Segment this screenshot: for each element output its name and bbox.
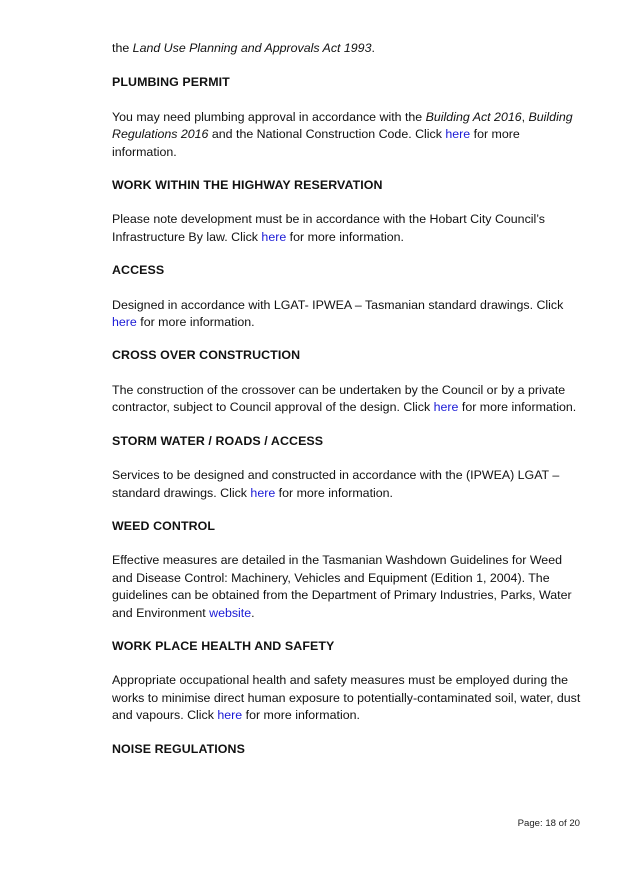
highway-text-2: for more information. [286,229,404,244]
weed-text-1: Effective measures are detailed in the Tasmanian Washdown Guidelines for Weed and Disease Control: Machinery, Vehicles and Equipment (Edition 1, 2004). The guidelines can be obtained from the Department of Primary Industries, Parks, Water and Environment [112,553,572,620]
plumbing-text-4: for more information. [112,127,520,159]
highway-text-1: Please note development must be in accordance with the Hobart City Council’s Infrastructure By law. Click [112,212,545,244]
whs-text-1: Appropriate occupational health and safety measures must be employed during the works to minimise direct human exposure to potentially-contaminated soil, water, dust and vapours. Click [112,673,581,723]
heading-noise-regulations: NOISE REGULATIONS [112,741,245,756]
heading-cross-over-construction: CROSS OVER CONSTRUCTION [112,348,301,363]
heading-access: ACCESS [112,263,165,278]
paragraph-crossover [112,382,582,417]
access-here-link[interactable]: here [112,315,137,330]
weed-text-2: . [251,605,255,620]
heading-highway-reservation: WORK WITHIN THE HIGHWAY RESERVATION [112,178,383,193]
heading-workplace-health-safety: WORK PLACE HEALTH AND SAFETY [112,638,335,653]
access-text-1: Designed in accordance with LGAT- IPWEA – Tasmanian standard drawings. Click [112,297,564,312]
paragraph-highway [112,211,582,246]
document-body [112,40,582,775]
whs-text-2: for more information. [242,708,360,723]
plumbing-here-link[interactable]: here [445,127,471,142]
plumbing-act-2: Building Regulations 2016 [112,109,573,142]
paragraph-access [112,297,582,332]
page-number: Page: 18 of 20 [517,818,580,829]
paragraph-weed [112,552,582,622]
plumbing-act-1: Building Act 2016 [425,109,522,124]
intro-text: the [112,41,133,55]
heading-weed-control: WEED CONTROL [112,518,216,533]
plumbing-text-2: , [521,109,529,124]
stormwater-text-1: Services to be designed and constructed in accordance with the (IPWEA) LGAT – standard drawings. Click [112,468,560,500]
intro-act-title: Land Use Planning and Approvals Act 1993 [132,41,372,55]
plumbing-text-1: You may need plumbing approval in accordance with the [112,109,426,124]
intro-paragraph [112,40,582,57]
stormwater-text-2: for more information. [275,485,393,500]
access-text-2: for more information. [136,315,255,330]
crossover-here-link[interactable]: here [433,400,459,415]
heading-plumbing-permit: PLUMBING PERMIT [112,75,230,90]
crossover-text-1: The construction of the crossover can be undertaken by the Council or by a private contractor, subject to Council approval of the design. Click [112,382,566,415]
highway-here-link[interactable]: here [261,229,287,244]
heading-storm-water: STORM WATER / ROADS / ACCESS [112,433,324,448]
crossover-text-2: for more information. [458,400,577,415]
paragraph-whs [112,672,582,724]
plumbing-text-3: and the National Construction Code. Click [208,127,446,142]
whs-here-link[interactable]: here [217,708,243,723]
stormwater-here-link[interactable]: here [250,485,276,500]
paragraph-stormwater [112,467,582,502]
paragraph-plumbing [112,109,582,161]
weed-website-link[interactable]: website [209,605,252,620]
intro-suffix: . [371,41,375,55]
